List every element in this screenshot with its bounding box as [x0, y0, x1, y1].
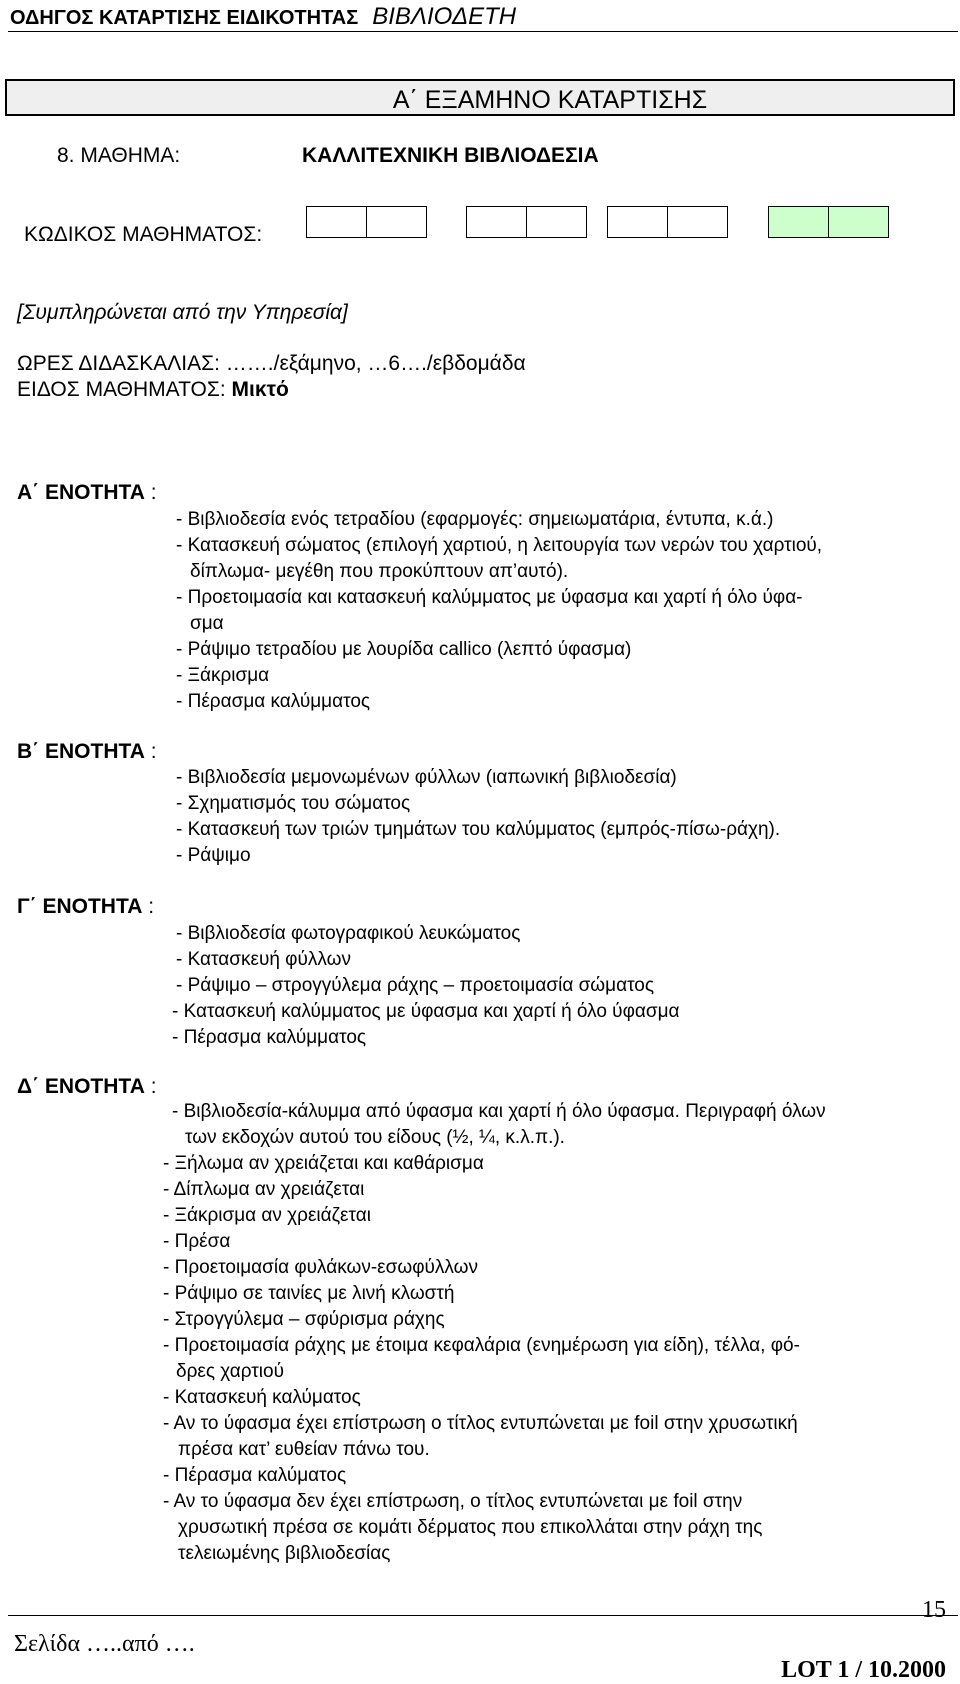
unit-d-item: - Αν το ύφασμα έχει επίστρωση ο τίτλος εντυπώνεται με foil στην χρυσωτική — [163, 1413, 798, 1434]
document-header — [10, 3, 516, 31]
unit-a-item: - Κατασκευή σώματος (επιλογή χαρτιού, η λειτουργία των νερών του χαρτιού, — [176, 535, 823, 556]
code-cell — [366, 206, 427, 238]
unit-d-item: - Πρέσα — [163, 1231, 231, 1252]
unit-d-item: - Στρογγύλεμα – σφύρισμα ράχης — [163, 1309, 445, 1330]
course-code-label: ΚΩΔΙΚΟΣ ΜΑΘΗΜΑΤΟΣ: — [24, 223, 263, 246]
unit-c-item: - Βιβλιοδεσία φωτογραφικού λευκώματος — [176, 923, 521, 944]
unit-d-heading: Δ΄ ΕΝΟΤΗΤΑ : — [17, 1075, 157, 1098]
unit-c-item: - Ράψιμο – στρογγύλεμα ράχης – προετοιμασία σώματος — [176, 975, 655, 996]
unit-d-item: - Προετοιμασία ράχης με έτοιμα κεφαλάρια (ενημέρωση για είδη), τέλλα, φό- — [163, 1335, 800, 1356]
unit-a-item: - Ράψιμο τετραδίου με λουρίδα callico (λεπτό ύφασμα) — [176, 639, 632, 660]
footer-rule — [8, 1615, 958, 1616]
unit-d-item: - Πέρασμα καλύματος — [163, 1465, 347, 1486]
header-rule — [8, 31, 958, 32]
unit-b-heading: Β΄ ΕΝΟΤΗΤΑ : — [17, 740, 157, 763]
unit-b-item: - Ράψιμο — [176, 845, 251, 866]
unit-a-item: - Πέρασμα καλύμματος — [176, 691, 371, 712]
code-cell-highlighted — [768, 206, 829, 238]
course-type-label: ΕΙΔΟΣ ΜΑΘΗΜΑΤΟΣ: — [17, 378, 226, 401]
course-number-label: 8. ΜΑΘΗΜΑ: — [57, 144, 181, 167]
unit-d-item: - Ξάκρισμα αν χρειάζεται — [163, 1205, 371, 1226]
unit-a-item: - Βιβλιοδεσία ενός τετραδίου (εφαρμογές: σημειωματάρια, έντυπα, κ.ά.) — [176, 509, 774, 530]
unit-d-item: - Δίπλωμα αν χρειάζεται — [163, 1179, 365, 1200]
unit-d-item: - Αν το ύφασμα δεν έχει επίστρωση, ο τίτλος εντυπώνεται με foil στην — [163, 1491, 743, 1512]
unit-d-item: χρυσωτική πρέσα σε κομάτι δέρματος που επικολλάται στην ράχη της — [178, 1517, 763, 1538]
unit-d-item: πρέσα κατ’ ευθείαν πάνω του. — [178, 1439, 430, 1460]
unit-d-item: δρες χαρτιού — [176, 1361, 284, 1382]
unit-d-item: - Ράψιμο σε ταινίες με λινή κλωστή — [163, 1283, 455, 1304]
code-cell — [466, 206, 527, 238]
unit-b-item: - Κατασκευή των τριών τμημάτων του καλύμματος (εμπρός-πίσω-ράχη). — [176, 819, 781, 840]
code-cell — [306, 206, 367, 238]
teaching-hours: ΩΡΕΣ ΔΙΔΑΣΚΑΛΙΑΣ: ……./εξάμηνο, …6…./εβδομάδα — [17, 352, 526, 375]
unit-a-item: - Ξάκρισμα — [176, 665, 270, 686]
lot-label: LOT 1 / 10.2000 — [781, 1657, 946, 1683]
unit-b-item: - Σχηματισμός του σώματος — [176, 793, 411, 814]
unit-c-item: - Πέρασμα καλύμματος — [172, 1027, 367, 1048]
unit-d-item: τελειωμένης βιβλιοδεσίας — [178, 1543, 391, 1564]
code-cell-highlighted — [828, 206, 889, 238]
course-name: ΚΑΛΛΙΤΕΧΝΙΚΗ ΒΙΒΛΙΟΔΕΣΙΑ — [302, 144, 599, 167]
unit-a-item: δίπλωμα- μεγέθη που προκύπτουν απ’αυτό). — [190, 561, 569, 582]
unit-d-item: - Βιβλιοδεσία-κάλυμμα από ύφασμα και χαρτί ή όλο ύφασμα. Περιγραφή όλων — [172, 1101, 826, 1122]
unit-d-item: των εκδοχών αυτού του είδους (½, ¼, κ.λ.π.). — [185, 1127, 565, 1148]
unit-c-item: - Κατασκευή καλύμματος με ύφασμα και χαρτί ή όλο ύφασμα — [172, 1001, 680, 1022]
service-note: [Συμπληρώνεται από την Υπηρεσία] — [17, 301, 348, 324]
unit-a-item: σμα — [190, 613, 224, 634]
unit-d-item: - Προετοιμασία φυλάκων-εσωφύλλων — [163, 1257, 478, 1278]
unit-c-item: - Κατασκευή φύλλων — [176, 949, 351, 970]
semester-banner — [5, 79, 955, 116]
unit-c-heading: Γ΄ ΕΝΟΤΗΤΑ : — [17, 895, 155, 918]
course-type — [17, 379, 289, 400]
code-cell — [526, 206, 587, 238]
code-cell — [607, 206, 668, 238]
specialty-title: ΒΙΒΛΙΟΔΕΤΗ — [372, 3, 517, 30]
unit-a-heading: Α΄ ΕΝΟΤΗΤΑ : — [17, 481, 157, 504]
semester-title: Α΄ ΕΞΑΜΗΝΟ ΚΑΤΑΡΤΙΣΗΣ — [392, 86, 708, 114]
unit-b-item: - Βιβλιοδεσία μεμονωμένων φύλλων (ιαπωνική βιβλιοδεσία) — [176, 767, 677, 788]
course-type-value: Μικτό — [231, 378, 289, 401]
code-cell — [667, 206, 728, 238]
unit-d-item: - Ξήλωμα αν χρειάζεται και καθάρισμα — [163, 1153, 484, 1174]
page-number: 15 — [922, 1597, 946, 1623]
unit-a-item: - Προετοιμασία και κατασκευή καλύμματος με ύφασμα και χαρτί ή όλο ύφα- — [176, 587, 803, 608]
page-of-label: Σελίδα …..από …. — [14, 1631, 195, 1657]
guide-title: ΟΔΗΓΟΣ ΚΑΤΑΡΤΙΣΗΣ ΕΙΔΙΚΟΤΗΤΑΣ — [10, 7, 359, 29]
unit-d-item: - Κατασκευή καλύματος — [163, 1387, 361, 1408]
